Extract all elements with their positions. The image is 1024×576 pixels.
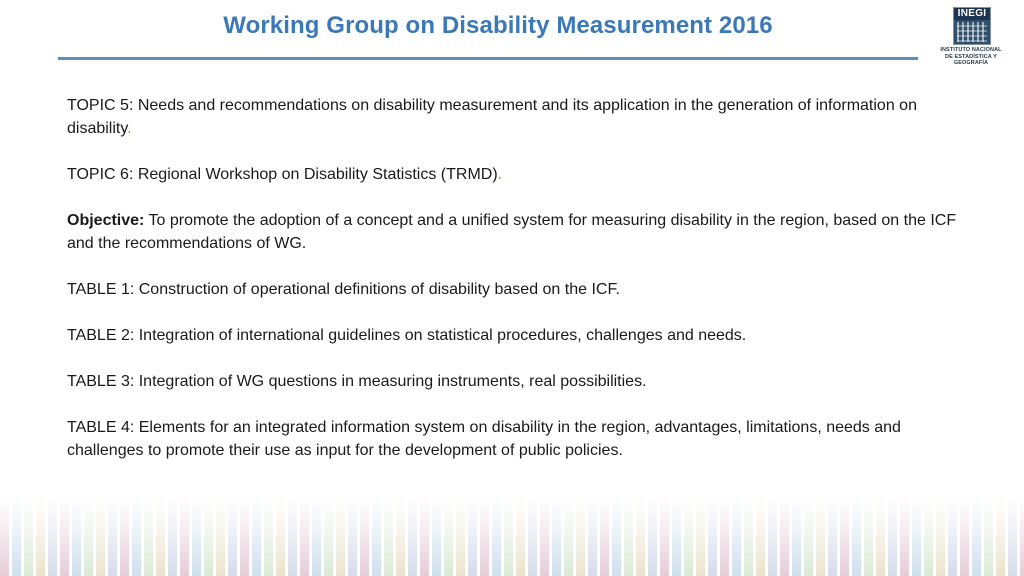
table-4-paragraph: TABLE 4: Elements for an integrated information system on disability in the region, advantages, limitations, needs and challenges to promote their use as input for the development of public policies.	[67, 419, 901, 459]
table-2-paragraph: TABLE 2: Integration of international guidelines on statistical procedures, challenges and needs.	[67, 327, 747, 344]
objective-paragraph	[67, 209, 957, 255]
topic-5-period: .	[127, 120, 132, 137]
title-divider	[58, 57, 918, 60]
topic-6-paragraph	[67, 163, 957, 186]
logo-subtitle-line2: DE ESTADÍSTICA Y GEOGRAFÍA	[945, 54, 997, 66]
topic-6-text: TOPIC 6: Regional Workshop on Disability Statistics (TRMD)	[67, 166, 498, 183]
logo-grid-graphic	[957, 22, 987, 42]
table-1-paragraph: TABLE 1: Construction of operational definitions of disability based on the ICF.	[67, 281, 620, 298]
logo-subtitle-line1: INSTITUTO NACIONAL	[940, 47, 1002, 53]
topic-5-text: TOPIC 5: Needs and recommendations on disability measurement and its application in the generation of information on disability	[67, 97, 917, 137]
inegi-logo	[928, 7, 1014, 66]
topic-6-period: .	[497, 166, 503, 183]
slide-body	[67, 94, 957, 485]
decorative-bar-pattern	[0, 496, 1024, 576]
logo-icon	[953, 7, 991, 45]
objective-label: Objective:	[67, 212, 145, 229]
page-title: Working Group on Disability Measurement 2016	[223, 12, 773, 39]
topic-5-paragraph	[67, 94, 957, 140]
logo-wordmark: INEGI	[954, 8, 990, 20]
objective-text: To promote the adoption of a concept and a unified system for measuring disability in the region, based on the ICF and the recommendations of WG.	[67, 212, 957, 252]
table-3-paragraph: TABLE 3: Integration of WG questions in measuring instruments, real possibilities.	[67, 373, 647, 390]
